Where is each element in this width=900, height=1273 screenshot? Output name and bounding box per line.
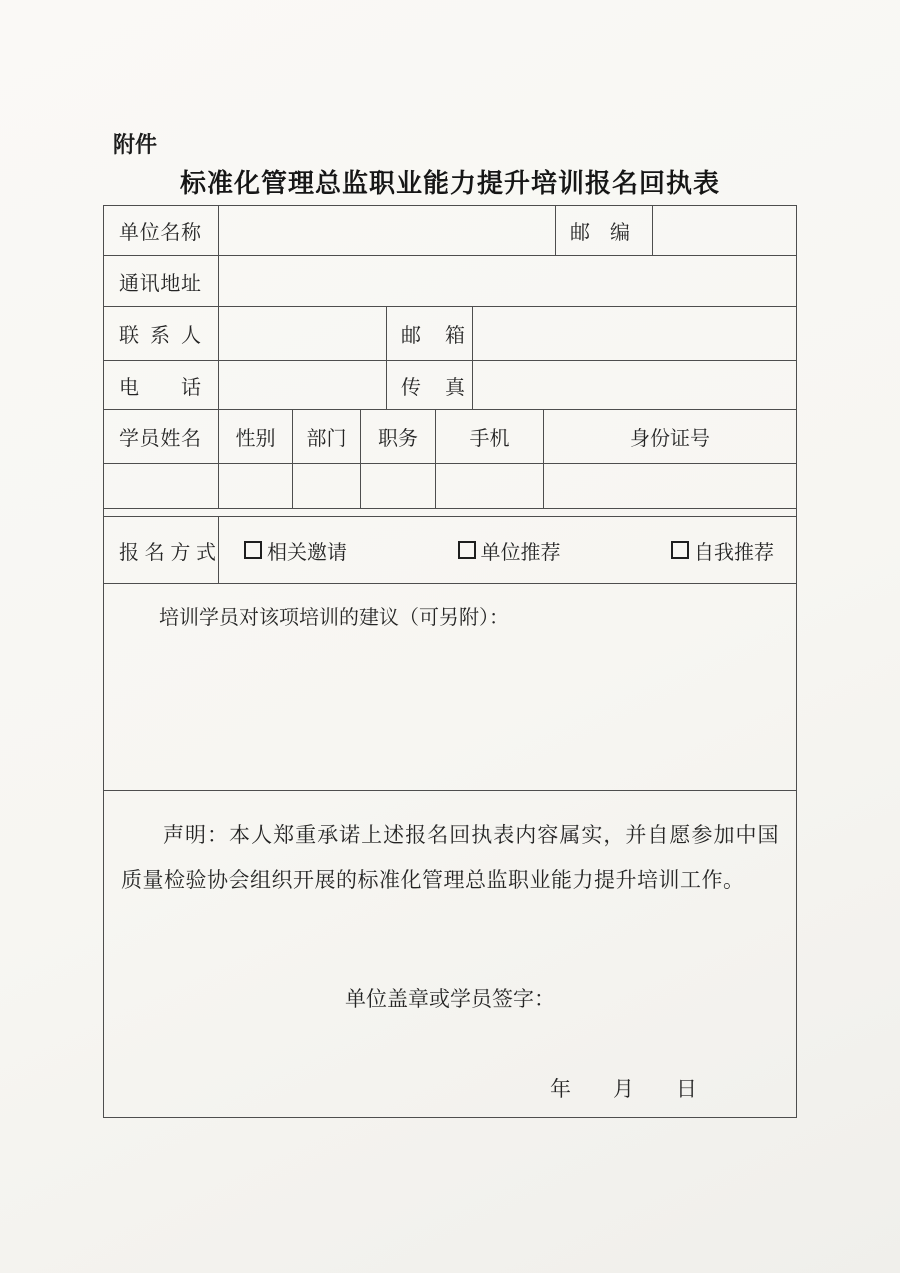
contact-label: 联系人: [119, 325, 201, 347]
option-self-recommendation[interactable]: [671, 536, 774, 565]
email-value[interactable]: [473, 307, 796, 360]
unit-name-value[interactable]: [219, 206, 556, 255]
option-invitation-label: 相关邀请: [267, 541, 347, 564]
email-label-cell: [387, 307, 473, 360]
department-value[interactable]: [293, 464, 361, 508]
row-registration-method: [104, 517, 796, 584]
attachment-label: 附件: [113, 132, 158, 157]
unit-name-label: 单位名称: [119, 222, 201, 244]
fax-label-cell: [387, 361, 473, 409]
checkbox-icon[interactable]: [244, 541, 262, 559]
fax-label: 传真: [401, 376, 465, 399]
option-invitation[interactable]: [244, 536, 347, 565]
declaration-text: 声明：本人郑重承诺上述报名回执表内容属实，并自愿参加中国质量检验协会组织开展的标准化管理总监职业能力提升培训工作。: [121, 823, 779, 892]
suggestion-section[interactable]: [104, 584, 796, 791]
mobile-value[interactable]: [436, 464, 544, 508]
signature-label: 单位盖章或学员签字：: [345, 987, 555, 1011]
header-mobile: 手机: [436, 410, 544, 463]
header-id-number: 身份证号: [630, 428, 710, 450]
phone-label: 电话: [119, 376, 201, 399]
header-student-name: 学员姓名: [119, 428, 201, 450]
row-student-entry: [104, 464, 796, 509]
address-label: 通讯地址: [119, 272, 201, 295]
spacer-row: [104, 509, 796, 517]
header-student-name-cell: [104, 410, 219, 463]
row-unit-postal: [104, 206, 796, 256]
header-gender: 性别: [219, 410, 293, 463]
gender-value[interactable]: [219, 464, 293, 508]
option-self-recommendation-label: 自我推荐: [694, 541, 774, 564]
postal-code-label: 邮编: [570, 222, 630, 244]
row-address: [104, 256, 796, 307]
row-student-headers: [104, 410, 796, 464]
unit-name-label-cell: [104, 206, 219, 255]
position-value[interactable]: [361, 464, 436, 508]
option-unit-recommendation-label: 单位推荐: [480, 541, 561, 564]
registration-options-cell: [219, 517, 796, 583]
row-contact-email: [104, 307, 796, 361]
declaration-section: [104, 791, 796, 1117]
postal-code-label-cell: [556, 206, 653, 255]
registration-form-table: [103, 205, 797, 1118]
checkbox-icon[interactable]: [458, 541, 476, 559]
contact-label-cell: [104, 307, 219, 360]
registration-method-label: 报名方式: [119, 541, 216, 564]
header-department: 部门: [293, 410, 361, 463]
header-position: 职务: [361, 410, 436, 463]
row-phone-fax: [104, 361, 796, 410]
fax-value[interactable]: [473, 361, 796, 409]
id-number-value[interactable]: [544, 464, 796, 508]
phone-label-cell: [104, 361, 219, 409]
page-title: 标准化管理总监职业能力提升培训报名回执表: [179, 168, 720, 198]
registration-method-label-cell: [104, 517, 219, 583]
contact-value[interactable]: [219, 307, 387, 360]
address-value[interactable]: [219, 256, 796, 306]
student-name-value[interactable]: [104, 464, 219, 508]
phone-value[interactable]: [219, 361, 387, 409]
option-unit-recommendation[interactable]: [458, 536, 561, 565]
postal-code-value[interactable]: [653, 206, 796, 255]
address-label-cell: [104, 256, 219, 306]
checkbox-icon[interactable]: [671, 541, 689, 559]
email-label: 邮箱: [401, 325, 465, 347]
date-label: 年 月 日: [550, 1077, 697, 1101]
suggestion-label: 培训学员对该项培训的建议（可另附）：: [159, 607, 509, 629]
